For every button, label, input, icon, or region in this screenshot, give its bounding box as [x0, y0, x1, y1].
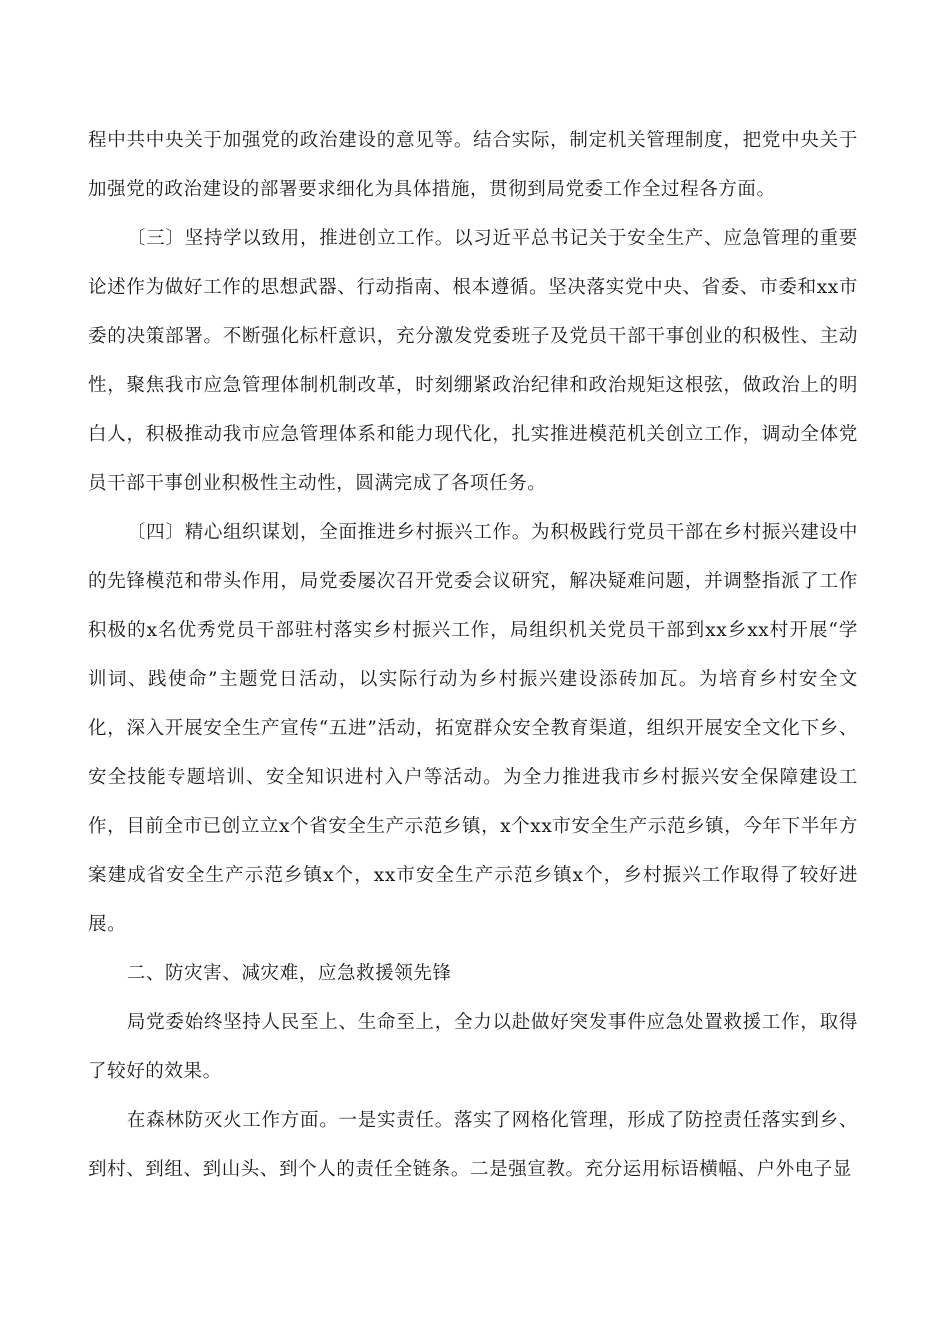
- paragraph-forest-fire: 在森林防灭火工作方面。一是实责任。落实了网格化管理，形成了防控责任落实到乡、到村、到组、到山头、到个人的责任全链条。二是强宣教。充分运用标语横幅、户外电子显: [88, 1110, 858, 1180]
- section-heading: 二、防灾害、减灾难，应急救援领先锋: [126, 963, 452, 984]
- paragraph-section-three: 〔三〕坚持学以致用，推进创立工作。以习近平总书记关于安全生产、应急管理的重要论述作为做好工作的思想武器、行动指南、根本遵循。坚决落实党中央、省委、市委和xx市委的决策部署。不断强化标杆意识，充分激发党委班子及党员干部干事创业的积极性、主动性，聚焦我市应急管理体制机制改革，时刻绷紧政治纪律和政治规矩这根弦，做政治上的明白人，积极推动我市应急管理体系和能力现代化，扎实推进模范机关创立工作，调动全体党员干部干事创业积极性主动性，圆满完成了各项任务。: [88, 228, 858, 494]
- paragraph-intro: 局党委始终坚持人民至上、生命至上，全力以赴做好突发事件应急处置救援工作，取得了较好的效果。: [88, 1012, 858, 1082]
- document-page: [88, 116, 858, 1194]
- paragraph-continuation: 程中共中央关于加强党的政治建设的意见等。结合实际，制定机关管理制度，把党中央关于加强党的政治建设的部署要求细化为具体措施，贯彻到局党委工作全过程各方面。: [88, 130, 858, 200]
- paragraph-section-four: 〔四〕精心组织谋划，全面推进乡村振兴工作。为积极践行党员干部在乡村振兴建设中的先锋模范和带头作用，局党委屡次召开党委会议研究，解决疑难问题，并调整指派了工作积极的x名优秀党员干部驻村落实乡村振兴工作，局组织机关党员干部到xx乡xx村开展“学训词、践使命”主题党日活动，以实际行动为乡村振兴建设添砖加瓦。为培育乡村安全文化，深入开展安全生产宣传“五进”活动，拓宽群众安全教育渠道，组织开展安全文化下乡、安全技能专题培训、安全知识进村入户等活动。为全力推进我市乡村振兴安全保障建设工作，目前全市已创立立x个省安全生产示范乡镇，x个xx市安全生产示范乡镇，今年下半年方案建成省安全生产示范乡镇x个，xx市安全生产示范乡镇x个，乡村振兴工作取得了较好进展。: [88, 522, 858, 935]
